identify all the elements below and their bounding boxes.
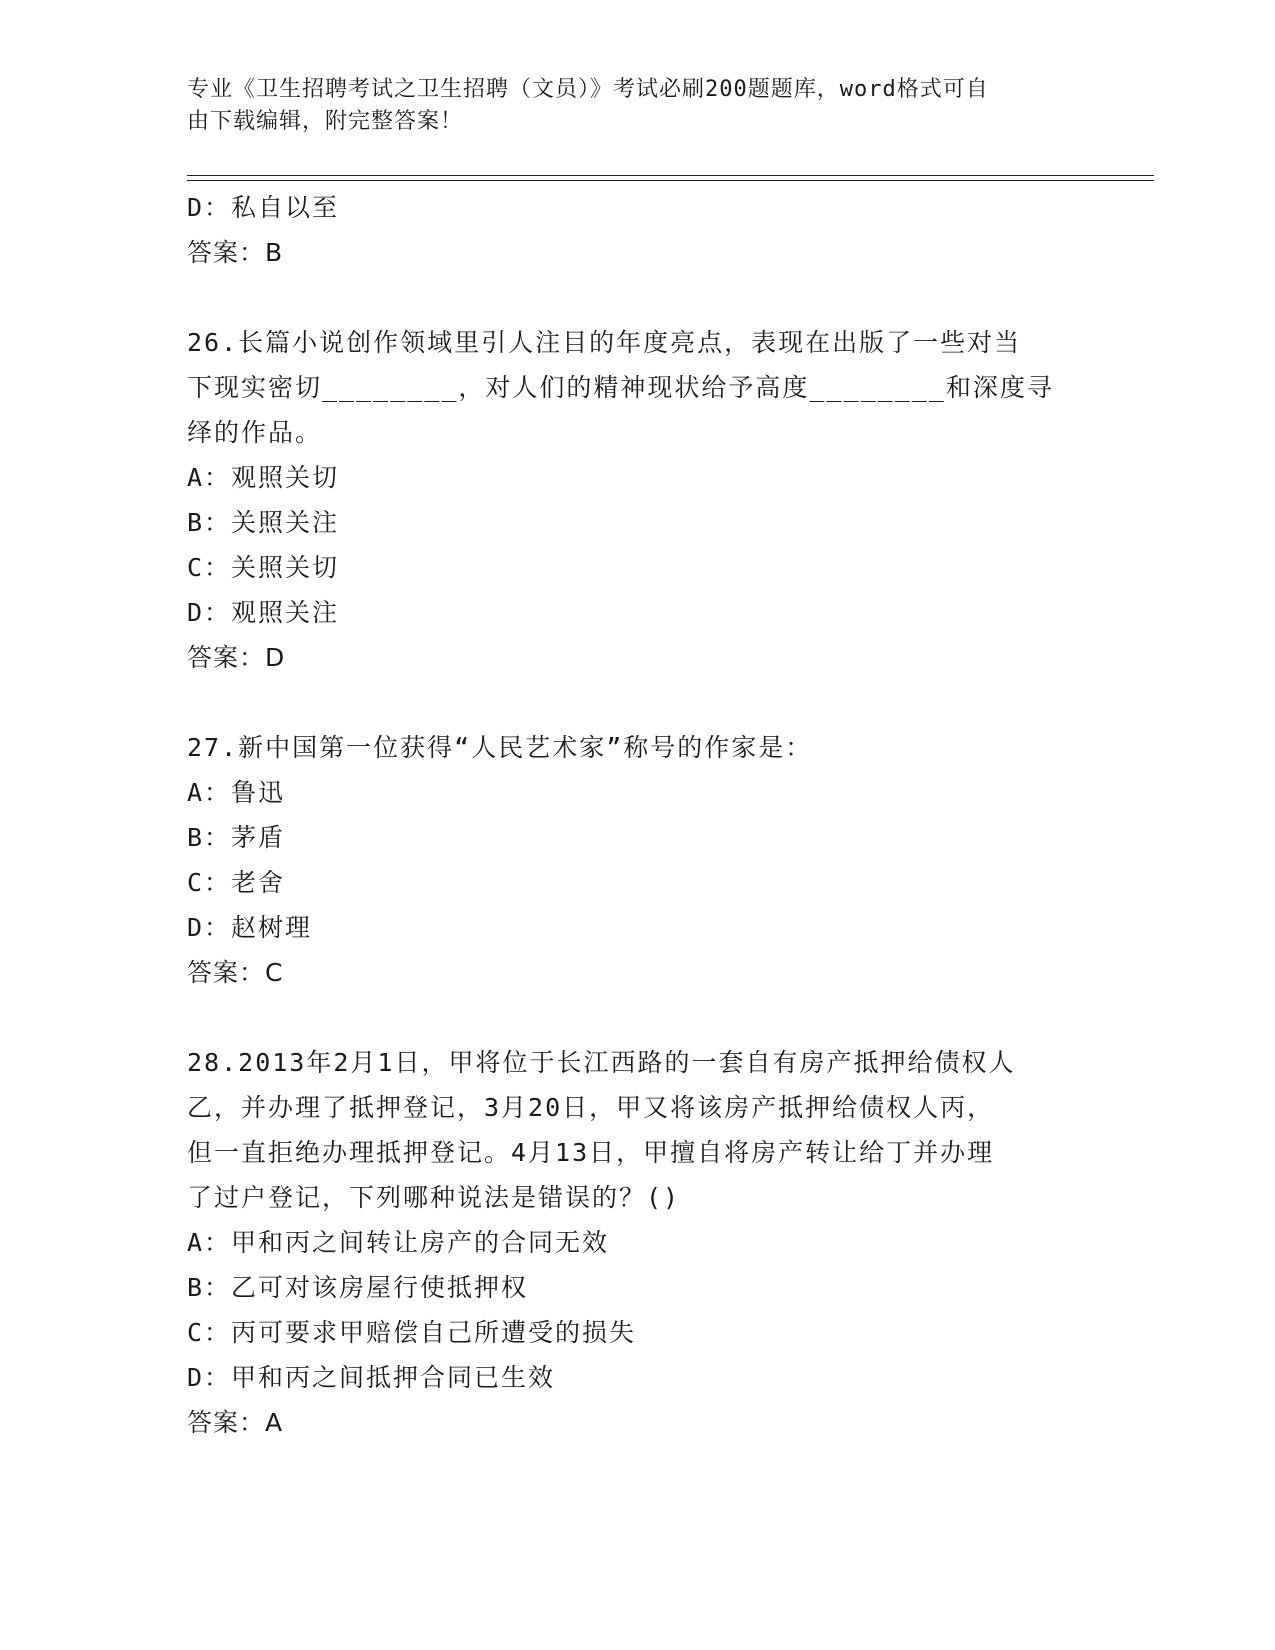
q28-answer: 答案：A [187, 1408, 284, 1437]
prev-option-d: D：私自以至 [187, 193, 340, 222]
header-line-2: 由下载编辑，附完整答案！ [187, 109, 464, 134]
q28-option-b: B：乙可对该房屋行使抵押权 [187, 1273, 529, 1302]
q26-option-a: A：观照关切 [187, 463, 340, 492]
q27-answer: 答案：C [187, 958, 284, 987]
prev-answer: 答案：B [187, 238, 284, 267]
q28-text-line-1: 28.2013年2月1日，甲将位于长江西路的一套自有房产抵押给债权人 [187, 1048, 1016, 1077]
q28-text-line-3: 但一直拒绝办理抵押登记。4月13日，甲擅自将房产转让给丁并办理 [187, 1138, 995, 1167]
page-header [187, 74, 1067, 138]
q26-option-c: C：关照关切 [187, 553, 340, 582]
q28-option-d: D：甲和丙之间抵押合同已生效 [187, 1363, 556, 1392]
q27-option-a: A：鲁迅 [187, 778, 286, 807]
q27-text-line-1: 27.新中国第一位获得“人民艺术家”称号的作家是： [187, 733, 813, 762]
q26-text-line-3: 绎的作品。 [187, 418, 323, 447]
q26-option-b: B：关照关注 [187, 508, 340, 537]
q26-option-d: D：观照关注 [187, 598, 340, 627]
q27-option-d: D：赵树理 [187, 913, 313, 942]
q27-option-b: B：茅盾 [187, 823, 286, 852]
q26-text-line-2: 下现实密切________，对人们的精神现状给予高度________和深度寻 [187, 373, 1054, 402]
q28-text-line-2: 乙，并办理了抵押登记，3月20日，甲又将该房产抵押给债权人丙， [187, 1093, 995, 1122]
header-divider-top [187, 175, 1154, 176]
q28-option-a: A：甲和丙之间转让房产的合同无效 [187, 1228, 610, 1257]
q26-answer: 答案：D [187, 643, 286, 672]
q26-text-line-1: 26.长篇小说创作领域里引人注目的年度亮点，表现在出版了一些对当 [187, 328, 1022, 357]
header-divider-bottom [187, 180, 1154, 181]
q28-text-line-4: 了过户登记，下列哪种说法是错误的？() [187, 1183, 681, 1212]
q27-option-c: C：老舍 [187, 868, 286, 897]
q28-option-c: C：丙可要求甲赔偿自己所遭受的损失 [187, 1318, 637, 1347]
header-line-1: 专业《卫生招聘考试之卫生招聘（文员）》考试必刷200题题库，word格式可自 [187, 77, 989, 102]
